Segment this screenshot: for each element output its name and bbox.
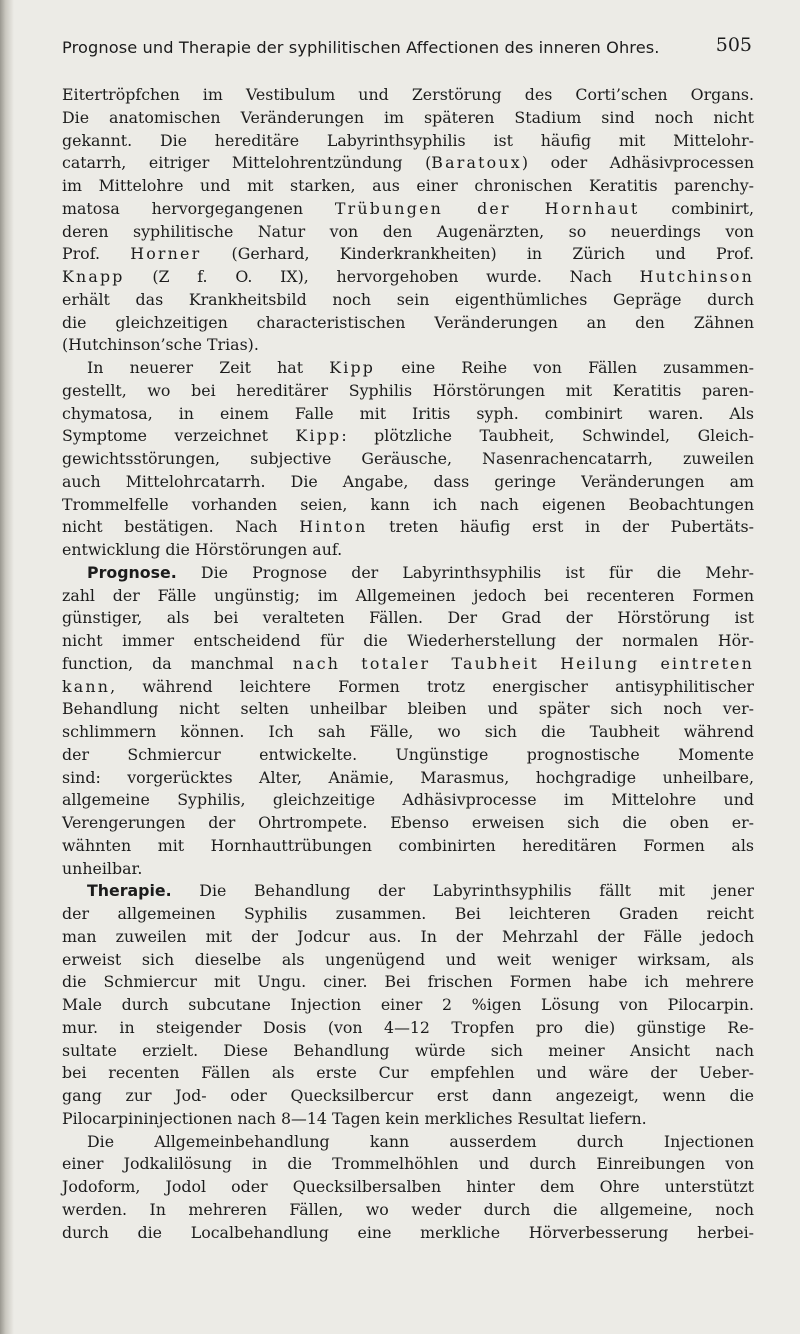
text-line: allgemeine Syphilis, gleichzeitige Adhäsivprocesse im Mittelohre und xyxy=(62,790,754,810)
text-line: In neuerer Zeit hat Kipp eine Reihe von Fällen zusammen- xyxy=(87,358,754,377)
text-line: zahl der Fälle ungünstig; im Allgemeinen jedoch bei recenteren Formen xyxy=(62,585,754,605)
text-line: nicht immer entscheidend für die Wiederherstellung der normalen Hör- xyxy=(62,631,754,650)
author-name: Knapp xyxy=(62,267,125,286)
text-line: auch Mittelohrcatarrh. Die Angabe, dass geringe Veränderungen am xyxy=(62,471,754,491)
section-heading-prognose: Prognose. xyxy=(87,562,177,582)
emphasis: kann xyxy=(62,676,111,696)
text-line: die Schmiercur mit Ungu. ciner. Bei frischen Formen habe ich mehrere xyxy=(62,972,754,992)
text-line: gekannt. Die hereditäre Labyrinthsyphilis ist häufig mit Mittelohr- xyxy=(62,130,754,150)
text-line: mur. in steigender Dosis (von 4—12 Tropfen pro die) günstige Re- xyxy=(62,1017,754,1037)
text-line: sind: vorgerücktes Alter, Anämie, Marasmus, hochgradige unheilbare, xyxy=(62,767,754,787)
text-line: schlimmern können. Ich sah Fälle, wo sich die Taubheit während xyxy=(62,722,754,741)
text-line: Prof. Horner (Gerhard, Kinderkrankheiten) in Zürich und Prof. xyxy=(62,244,754,264)
text-line: entwicklung die Hörstörungen auf. xyxy=(62,540,343,559)
text-line: erhält das Krankheitsbild noch sein eigenthümliches Gepräge durch xyxy=(62,289,754,309)
text-line: der Schmiercur entwickelte. Ungünstige prognostische Momente xyxy=(62,744,754,764)
text-line: matosa hervorgegangenen Trübungen der Hornhaut combinirt, xyxy=(62,198,754,218)
author-name: Hinton xyxy=(299,517,368,537)
text-line: einer Jodkalilösung in die Trommelhöhlen und durch Einreibungen von xyxy=(62,1154,754,1174)
text-line: gang zur Jod- oder Quecksilbercur erst dann angezeigt, wenn die xyxy=(62,1086,754,1105)
text-line: bei recenten Fällen als erste Cur empfehlen und wäre der Ueber- xyxy=(62,1063,754,1083)
text-line: Verengerungen der Ohrtrompete. Ebenso erweisen sich die oben er- xyxy=(62,813,754,832)
text-line: Jodoform, Jodol oder Quecksilbersalben hinter dem Ohre unterstützt xyxy=(62,1177,754,1196)
author-name: Kipp xyxy=(329,358,376,377)
text-line: deren syphilitische Natur von den Augenärzten, so neuerdings von xyxy=(62,221,754,241)
text-line: Prognose. Die Prognose der Labyrinthsyphilis ist für die Mehr- xyxy=(87,562,754,582)
running-title: Prognose und Therapie der syphilitischen Affectionen des inneren Ohres. xyxy=(62,38,660,57)
body-text xyxy=(62,84,754,1244)
page-binding-edge xyxy=(0,0,14,1334)
author-name: Kipp xyxy=(295,426,342,446)
text-line: erweist sich dieselbe als ungenügend und weit weniger wirksam, als xyxy=(62,949,754,969)
text-line: gewichtsstörungen, subjective Geräusche, Nasenrachencatarrh, zuweilen xyxy=(62,449,754,468)
text-line: werden. In mehreren Fällen, wo weder durch die allgemeine, noch xyxy=(62,1199,754,1219)
text-line: die gleichzeitigen characteristischen Veränderungen an den Zähnen xyxy=(62,312,754,332)
emphasis: Trübungen der Hornhaut xyxy=(334,198,640,218)
text-line: (Hutchinson’sche Trias). xyxy=(62,335,259,355)
text-line: im Mittelohre und mit starken, aus einer chronischen Keratitis parenchy- xyxy=(62,176,754,195)
text-line: catarrh, eitriger Mittelohrentzündung (Baratoux) oder Adhäsivprocessen xyxy=(62,153,755,173)
page-number: 505 xyxy=(715,34,752,56)
text-line: gestellt, wo bei hereditärer Syphilis Hörstörungen mit Keratitis paren- xyxy=(62,380,754,400)
text-line: wähnten mit Hornhauttrübungen combinirten hereditären Formen als xyxy=(62,835,754,855)
text-line: function, da manchmal nach totaler Taubheit Heilung eintreten xyxy=(62,653,754,673)
text-line: nicht bestätigen. Nach Hinton treten häufig erst in der Pubertäts- xyxy=(62,517,754,537)
text-line: Therapie. Die Behandlung der Labyrinthsyphilis fällt mit jener xyxy=(87,881,754,901)
author-name: Hutchinson xyxy=(639,267,754,286)
text-line: kann, während leichtere Formen trotz energischer antisyphilitischer xyxy=(62,676,754,696)
text-line: günstiger, als bei veralteten Fällen. Der Grad der Hörstörung ist xyxy=(62,608,754,628)
author-name: Baratoux xyxy=(431,153,522,173)
text-line: Male durch subcutane Injection einer 2 %igen Lösung von Pilocarpin. xyxy=(62,995,754,1014)
text-line: Symptome verzeichnet Kipp: plötzliche Taubheit, Schwindel, Gleich- xyxy=(62,426,754,446)
running-header xyxy=(62,34,752,64)
text-line: Pilocarpininjectionen nach 8—14 Tagen kein merkliches Resultat liefern. xyxy=(62,1108,647,1128)
text-line: der allgemeinen Syphilis zusammen. Bei leichteren Graden reicht xyxy=(62,904,754,923)
text-line: chymatosa, in einem Falle mit Iritis syph. combinirt waren. Als xyxy=(62,403,754,423)
text-line: Knapp (Z f. O. IX), hervorgehoben wurde. Nach Hutchinson xyxy=(62,267,754,286)
author-name: Horner xyxy=(130,244,202,264)
emphasis: nach totaler Taubheit Heilung eintreten xyxy=(292,653,754,673)
section-heading-therapie: Therapie. xyxy=(87,881,172,901)
text-line: Die anatomischen Veränderungen im späteren Stadium sind noch nicht xyxy=(62,107,754,127)
text-line: man zuweilen mit der Jodcur aus. In der Mehrzahl der Fälle jedoch xyxy=(62,926,754,946)
text-line: Eitertröpfchen im Vestibulum und Zerstörung des Corti’schen Organs. xyxy=(62,85,754,104)
text-line: Behandlung nicht selten unheilbar bleiben und später sich noch ver- xyxy=(62,699,754,719)
text-line: unheilbar. xyxy=(62,858,143,878)
text-line: durch die Localbehandlung eine merkliche Hörverbesserung herbei- xyxy=(62,1222,754,1242)
text-line: Die Allgemeinbehandlung kann ausserdem durch Injectionen xyxy=(87,1131,754,1151)
text-line: Trommelfelle vorhanden seien, kann ich nach eigenen Beobachtungen xyxy=(62,494,754,514)
text-line: sultate erzielt. Diese Behandlung würde sich meiner Ansicht nach xyxy=(62,1040,754,1060)
